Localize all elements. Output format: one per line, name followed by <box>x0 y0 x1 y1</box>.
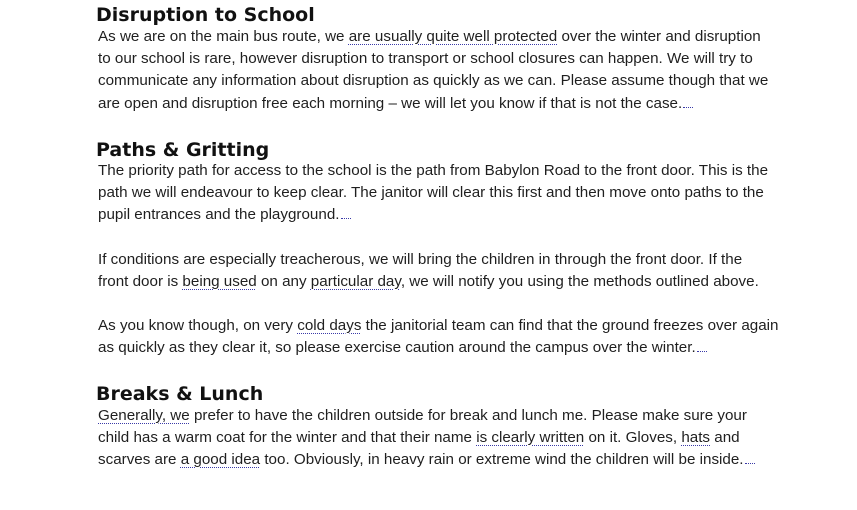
grammar-flag[interactable]: are usually quite well protected <box>348 28 558 45</box>
paragraph-priority-path[interactable] <box>98 160 788 227</box>
text-line: communicate any information about disruption as quickly as we can. Please assume though that we <box>98 72 769 90</box>
text-line: pupil entrances and the playground. <box>98 204 788 226</box>
grammar-flag[interactable]: Generally, we <box>98 407 190 424</box>
grammar-flag[interactable]: particular day <box>310 273 401 291</box>
text-line: path we will endeavour to keep clear. The janitor will clear this first and then move onto paths to the <box>98 184 764 202</box>
paragraph-treacherous[interactable] <box>98 249 788 293</box>
text-line: front door is being used on any particular day, we will notify you using the methods outlined above. <box>98 273 759 291</box>
text-line: to our school is rare, however disruption to transport or school closures can happen. We will try to <box>98 50 753 68</box>
heading-paths-gritting: Paths & Gritting <box>96 139 270 161</box>
grammar-flag[interactable]: is clearly written <box>476 429 585 447</box>
heading-breaks-lunch: Breaks & Lunch <box>96 383 264 405</box>
text-line: child has a warm coat for the winter and that their name is clearly written on it. Gloves, hats and <box>98 429 740 447</box>
text-line: As we are on the main bus route, we are usually quite well protected over the winter and disruption <box>98 28 761 45</box>
paragraph-mark <box>341 212 351 219</box>
text-line: If conditions are especially treacherous, we will bring the children in through the front door. If the <box>98 251 743 268</box>
paragraph-mark <box>697 345 707 352</box>
paragraph-mark <box>683 101 693 108</box>
paragraph-breaks[interactable] <box>98 405 788 472</box>
text-line: As you know though, on very cold days the janitorial team can find that the ground freezes over again <box>98 317 779 334</box>
heading-disruption-to-school: Disruption to School <box>96 4 315 26</box>
grammar-flag[interactable]: a good idea <box>180 451 261 469</box>
text-line: scarves are a good idea too. Obviously, in heavy rain or extreme wind the children will be inside. <box>98 449 788 471</box>
grammar-flag[interactable]: cold days <box>297 317 362 334</box>
grammar-flag[interactable]: hats <box>681 429 711 447</box>
text-line: as quickly as they clear it, so please exercise caution around the campus over the winter. <box>98 337 788 359</box>
text-line: The priority path for access to the school is the path from Babylon Road to the front door. This is the <box>98 162 769 179</box>
text-line: are open and disruption free each morning – we will let you know if that is not the case. <box>98 93 788 115</box>
paragraph-disruption[interactable] <box>98 26 788 115</box>
grammar-flag[interactable]: being used <box>182 273 257 291</box>
paragraph-cold-days[interactable] <box>98 315 788 359</box>
text-line: Generally, we prefer to have the children outside for break and lunch me. Please make sure your <box>98 407 747 424</box>
paragraph-mark <box>745 457 755 464</box>
